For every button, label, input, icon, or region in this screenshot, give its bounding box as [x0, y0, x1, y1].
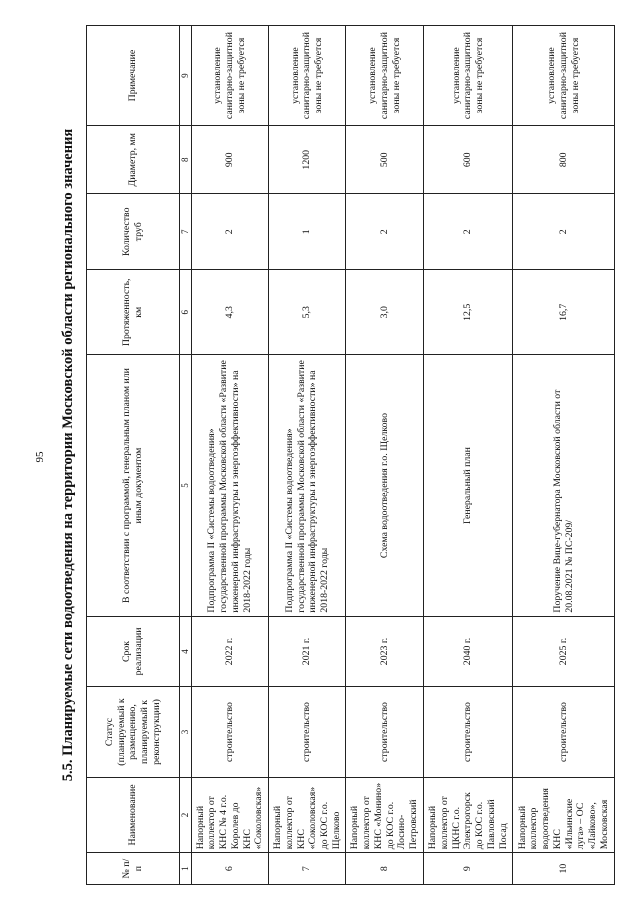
column-number-row	[180, 26, 191, 885]
header-cell: Количество труб	[87, 194, 180, 270]
header-cell: Наименование	[87, 777, 180, 853]
length-cell: 16,7	[513, 270, 615, 355]
pipes-cell: 2	[513, 194, 615, 270]
header-cell: Протяженность, км	[87, 270, 180, 355]
diameter-cell: 500	[346, 126, 423, 194]
column-number: 7	[180, 194, 191, 270]
pipes-cell: 1	[269, 194, 346, 270]
status-cell: строительство	[191, 687, 268, 777]
row-number: 6	[191, 853, 268, 885]
term-cell: 2025 г.	[513, 616, 615, 687]
diameter-cell: 800	[513, 126, 615, 194]
column-number: 5	[180, 355, 191, 616]
column-number: 3	[180, 687, 191, 777]
collector-name: Напорный коллектор водоотведения КНС «Ильинские луга» – ОС «Лайково», Московская	[513, 777, 615, 853]
table-row	[423, 26, 512, 885]
header-cell: Срок реализации	[87, 616, 180, 687]
diameter-cell: 900	[191, 126, 268, 194]
column-number: 8	[180, 126, 191, 194]
header-cell: № п/п	[87, 853, 180, 885]
term-cell: 2022 г.	[191, 616, 268, 687]
column-number: 1	[180, 853, 191, 885]
section-title: 5.5. Планируемые сети водоотведения на территории Московской области регионального значения	[60, 128, 76, 782]
row-number: 9	[423, 853, 512, 885]
rotated-page-content	[55, 25, 615, 885]
pipes-cell: 2	[191, 194, 268, 270]
row-number: 10	[513, 853, 615, 885]
document-cell: Подпрограмма II «Системы водоотведения» государственной программы Московской области «Развитие инженерной инфраструктуры и энергоэффективности» на 2018-2022 годы	[191, 355, 268, 616]
pipes-cell: 2	[346, 194, 423, 270]
sewer-networks-table	[86, 25, 615, 885]
diameter-cell: 600	[423, 126, 512, 194]
note-cell: установление санитарно-защитной зоны не требуется	[346, 26, 423, 126]
header-row	[87, 26, 180, 885]
column-number: 6	[180, 270, 191, 355]
header-cell: В соответствии с программой, генеральным планом или иным документом	[87, 355, 180, 616]
term-cell: 2040 г.	[423, 616, 512, 687]
term-cell: 2023 г.	[346, 616, 423, 687]
status-cell: строительство	[513, 687, 615, 777]
term-cell: 2021 г.	[269, 616, 346, 687]
note-cell: установление санитарно-защитной зоны не требуется	[423, 26, 512, 126]
row-number: 7	[269, 853, 346, 885]
document-cell: Подпрограмма II «Системы водоотведения» государственной программы Московской области «Развитие инженерной инфраструктуры и энергоэффективности» на 2018-2022 годы	[269, 355, 346, 616]
note-cell: установление санитарно-защитной зоны не требуется	[513, 26, 615, 126]
pipes-cell: 2	[423, 194, 512, 270]
collector-name: Напорный коллектор от КНС «Монино» до КОС г.о. Лосино-Петровский	[346, 777, 423, 853]
document-cell: Поручение Вице-губернатора Московской области от 20.08.2021 № ПС-209/	[513, 355, 615, 616]
table-row	[269, 26, 346, 885]
row-number: 8	[346, 853, 423, 885]
status-cell: строительство	[269, 687, 346, 777]
note-cell: установление санитарно-защитной зоны не требуется	[269, 26, 346, 126]
length-cell: 5,3	[269, 270, 346, 355]
diameter-cell: 1200	[269, 126, 346, 194]
document-cell: Генеральный план	[423, 355, 512, 616]
column-number: 9	[180, 26, 191, 126]
header-cell: Диаметр, мм	[87, 126, 180, 194]
length-cell: 4,3	[191, 270, 268, 355]
column-number: 2	[180, 777, 191, 853]
table-row	[191, 26, 268, 885]
length-cell: 12,5	[423, 270, 512, 355]
collector-name: Напорный коллектор от ЦКНС г.о. Электрогорск до КОС г.о. Павловский Посад	[423, 777, 512, 853]
column-number: 4	[180, 616, 191, 687]
collector-name: Напорный коллектор от КНС № 4 г.о. Королев до КНС «Соколовская»	[191, 777, 268, 853]
length-cell: 3,0	[346, 270, 423, 355]
status-cell: строительство	[423, 687, 512, 777]
document-cell: Схема водоотведения г.о. Щелково	[346, 355, 423, 616]
status-cell: строительство	[346, 687, 423, 777]
header-cell: Статус (планируемый к размещению, планируемый к реконструкции)	[87, 687, 180, 777]
note-cell: установление санитарно-защитной зоны не требуется	[191, 26, 268, 126]
collector-name: Напорный коллектор от КНС «Соколовская» до КОС г.о. Щелково	[269, 777, 346, 853]
page-number: 95	[34, 451, 46, 463]
table-row	[346, 26, 423, 885]
table-row	[513, 26, 615, 885]
header-cell: Примечание	[87, 26, 180, 126]
